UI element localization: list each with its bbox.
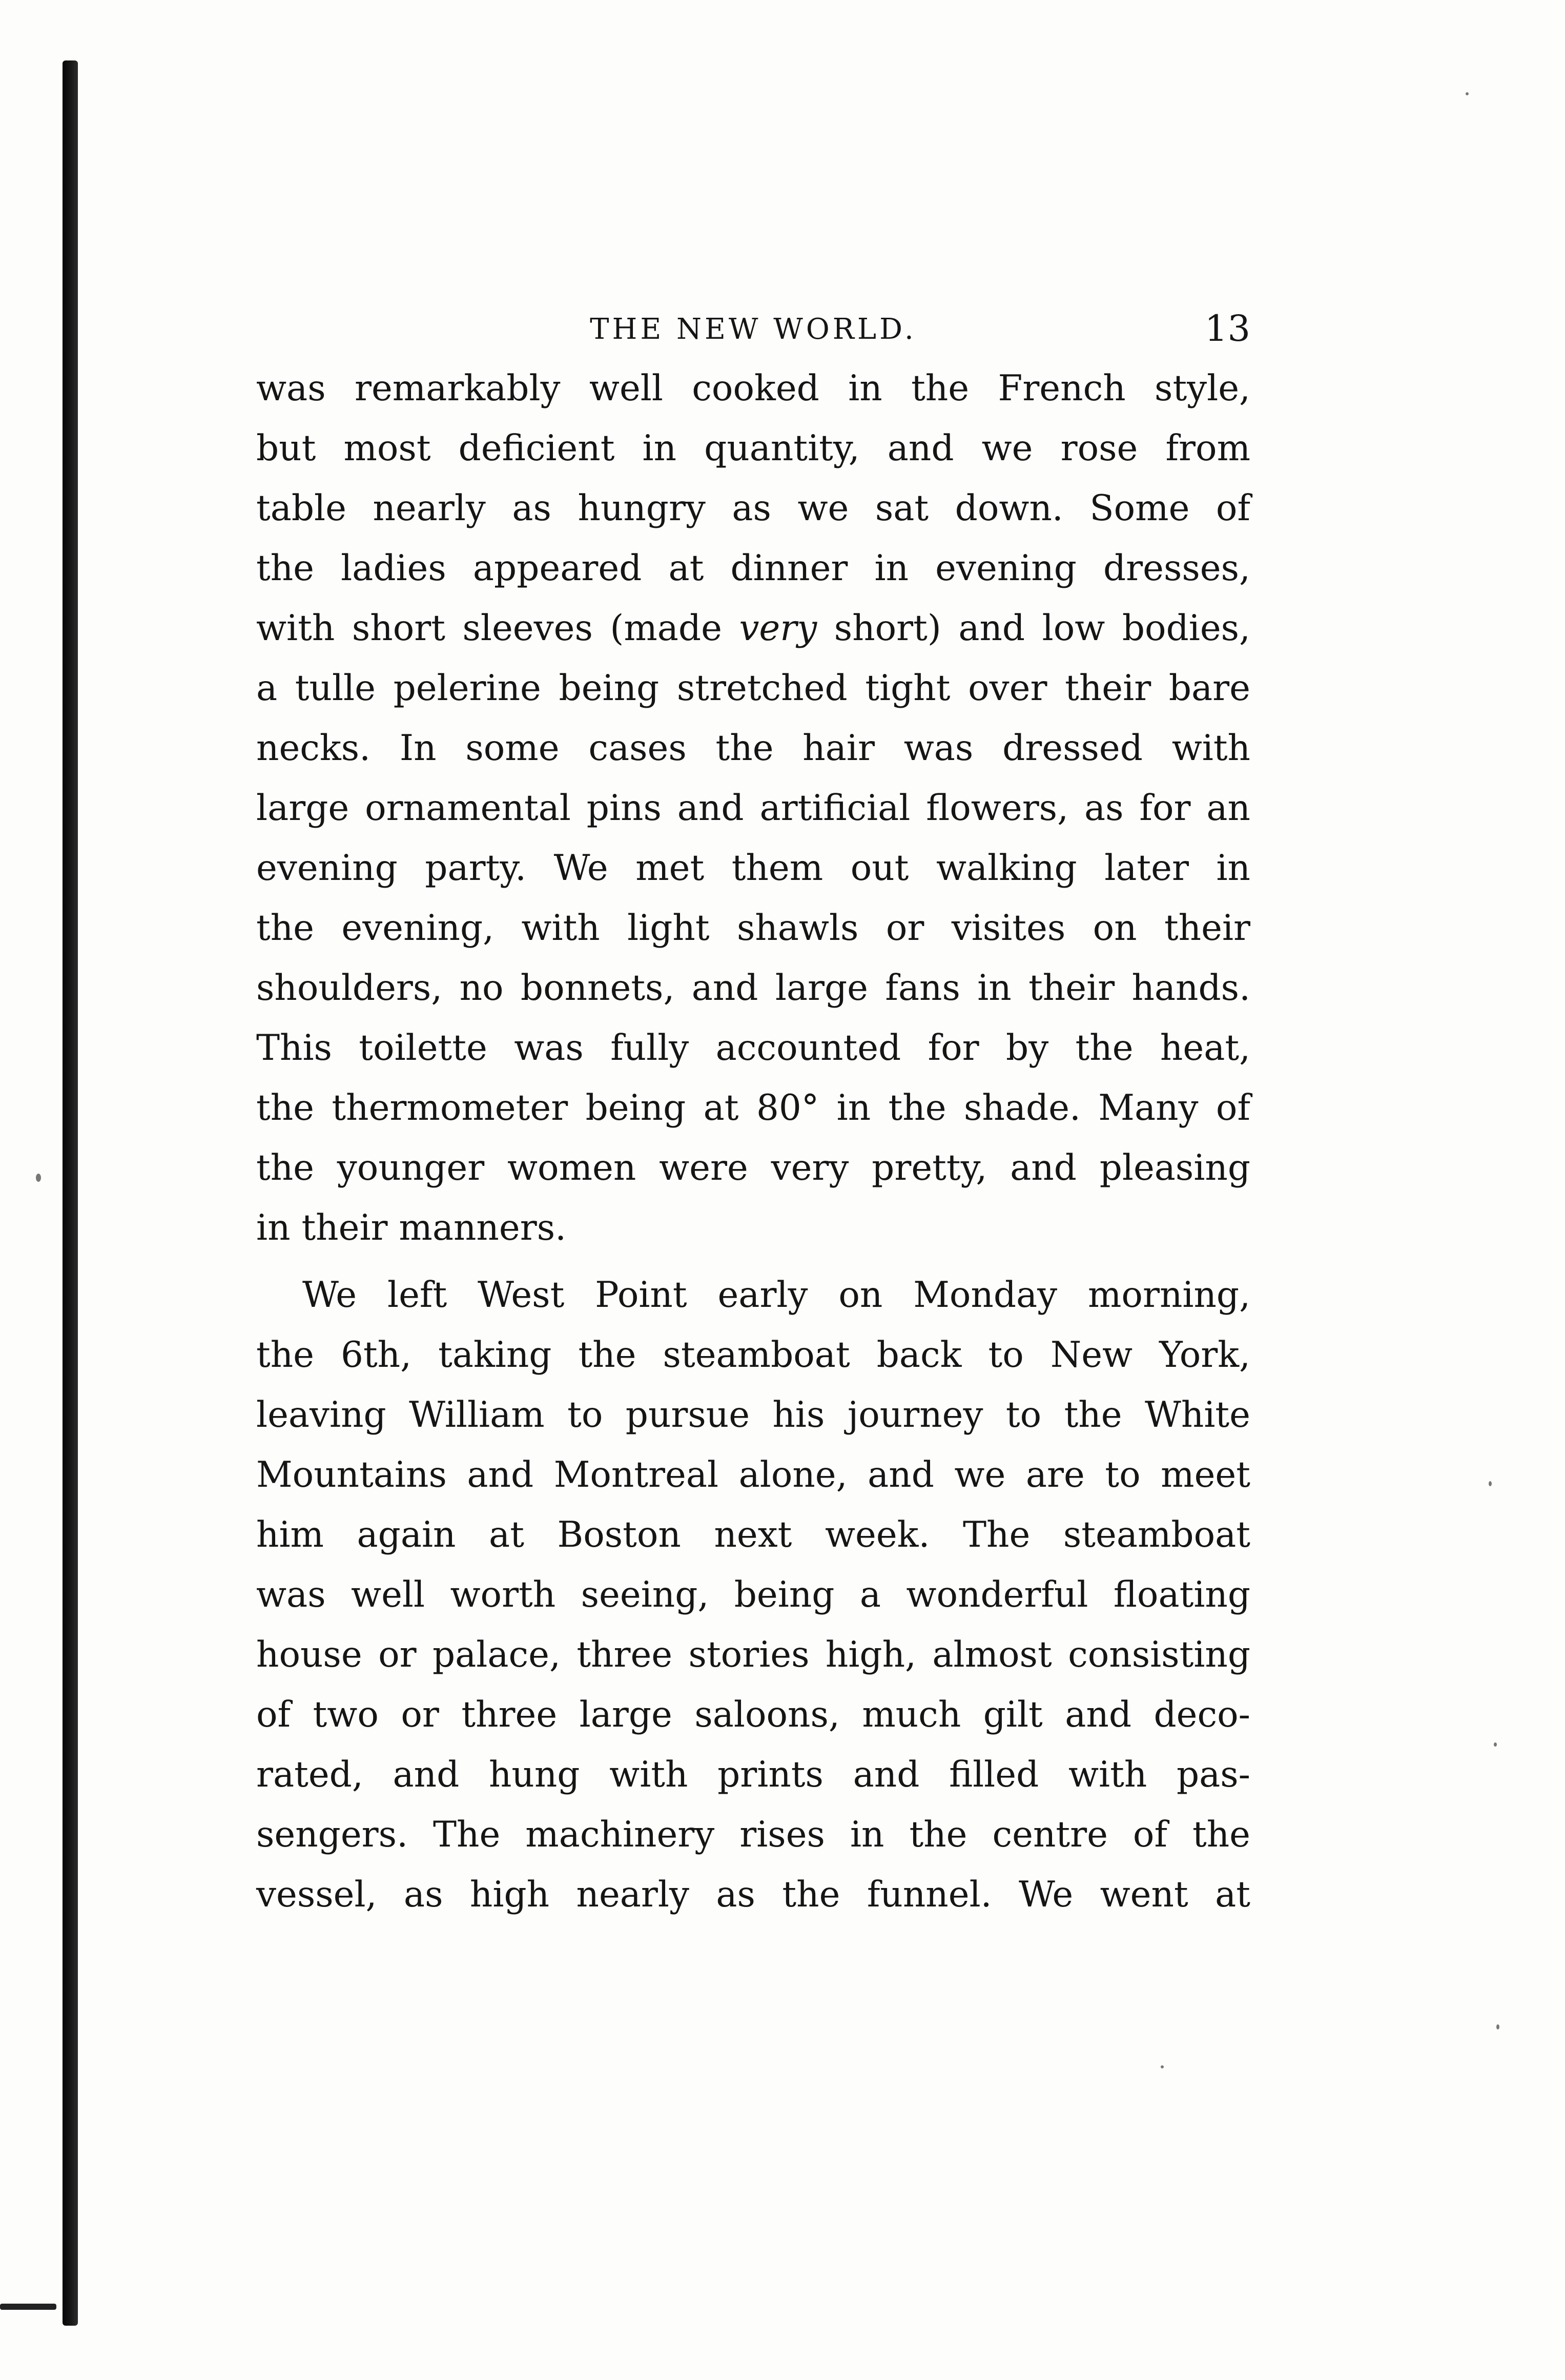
text-line: him again at Boston next week. The steamboat: [256, 1514, 1250, 1555]
scan-speck: [1466, 92, 1469, 95]
scan-speck: [1494, 1742, 1497, 1747]
text-line: leaving William to pursue his journey to the White: [256, 1394, 1250, 1435]
text-line: evening party. We met them out walking later in: [256, 848, 1250, 889]
text-line: table nearly as hungry as we sat down. Some of: [256, 488, 1250, 529]
text-line: the ladies appeared at dinner in evening dresses,: [256, 548, 1250, 589]
binding-gutter-tail: [0, 2304, 56, 2310]
text-line: sengers. The machinery rises in the centre of the: [256, 1814, 1250, 1855]
text-line: the 6th, taking the steamboat back to New York,: [256, 1335, 1250, 1376]
body-text: [256, 359, 1250, 1925]
text-line: necks. In some cases the hair was dressed with: [256, 728, 1250, 769]
text-line: rated, and hung with prints and filled with pas-: [256, 1754, 1250, 1795]
text-line: the evening, with light shawls or visites on their: [256, 908, 1250, 949]
scan-speck: [36, 1174, 41, 1182]
text-line: large ornamental pins and artificial flowers, as for an: [256, 788, 1250, 829]
text-line: We left West Point early on Monday morning,: [302, 1275, 1250, 1316]
text-line: shoulders, no bonnets, and large fans in their hands.: [256, 968, 1250, 1009]
text-line: was remarkably well cooked in the French style,: [256, 368, 1250, 409]
running-title: THE NEW WORLD.: [590, 313, 917, 346]
text-line: house or palace, three stories high, almost consisting: [256, 1634, 1250, 1675]
text-line: of two or three large saloons, much gilt and deco-: [256, 1694, 1250, 1735]
page-number: 13: [1204, 307, 1250, 350]
text-line: the younger women were very pretty, and pleasing: [256, 1147, 1250, 1188]
text-line: This toilette was fully accounted for by the heat,: [256, 1028, 1250, 1069]
text-line: the thermometer being at 80° in the shade. Many of: [256, 1088, 1250, 1129]
scan-speck: [1496, 2024, 1499, 2029]
binding-gutter-shadow: [63, 60, 78, 2326]
paragraph-2: [256, 1265, 1250, 1925]
text-line: a tulle pelerine being stretched tight over their bare: [256, 668, 1250, 709]
scan-speck: [1161, 2065, 1164, 2068]
text-line: was well worth seeing, being a wonderful floating: [256, 1574, 1250, 1615]
text-line: but most deficient in quantity, and we rose from: [256, 428, 1250, 469]
text-line: Mountains and Montreal alone, and we are to meet: [256, 1454, 1250, 1495]
text-line: in their manners.: [256, 1207, 567, 1248]
running-head: [256, 307, 1250, 354]
paragraph-gap: [256, 1258, 1250, 1265]
scan-speck: [1489, 1481, 1492, 1486]
emphasis: very: [739, 608, 817, 649]
text-line: with short sleeves (made very short) and low bodies,: [256, 608, 1250, 649]
text-line: vessel, as high nearly as the funnel. We went at: [256, 1874, 1250, 1915]
paragraph-1: [256, 359, 1250, 1258]
